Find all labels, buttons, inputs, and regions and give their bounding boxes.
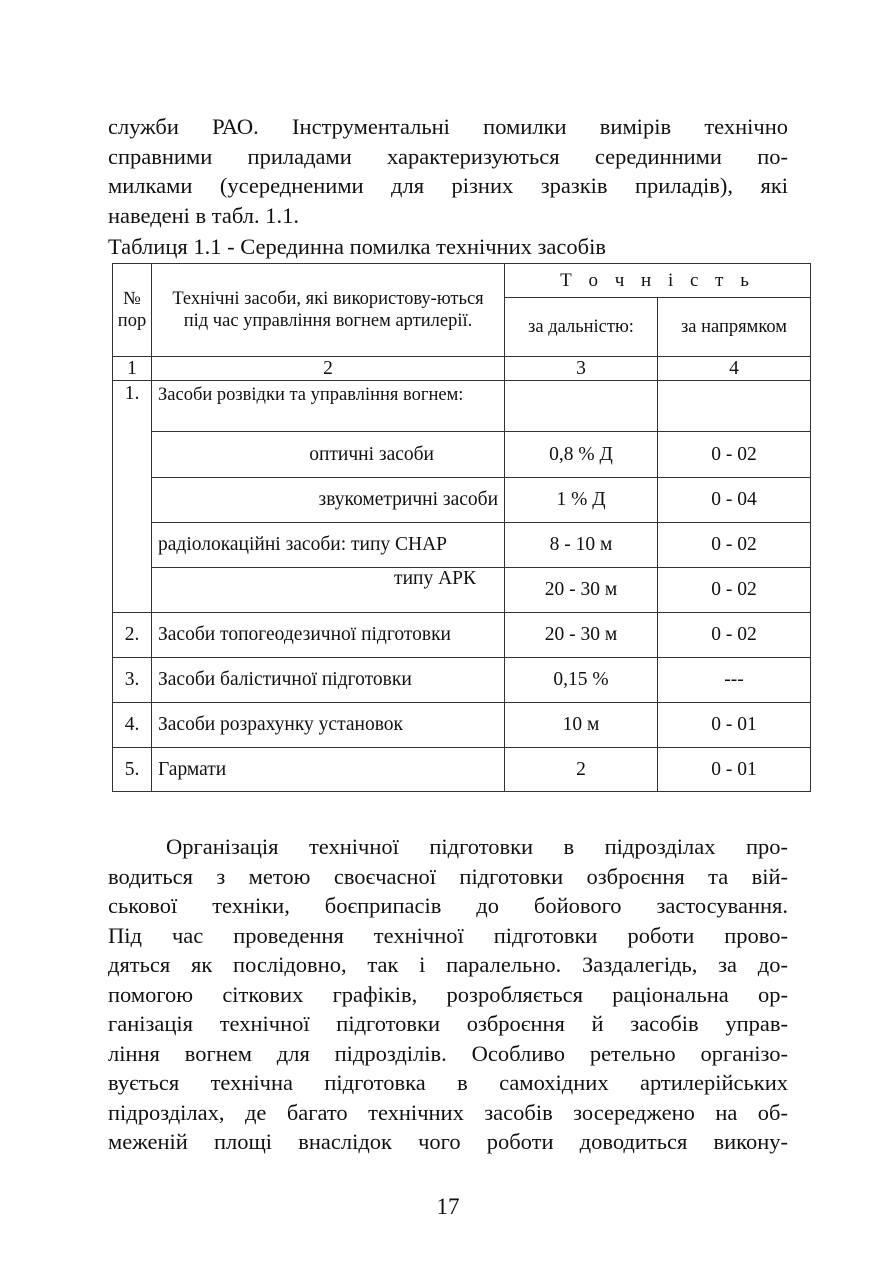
text-line: ськової техніки, боєприпасів до бойового застосування. [108, 893, 788, 918]
header-means: Технічні засоби, які використову-ються під час управління вогнем артилерії. [152, 264, 505, 357]
direction-value: 0 - 04 [658, 478, 811, 523]
header-range: за дальністю: [505, 298, 658, 357]
means-name: звукометричні засоби [152, 478, 505, 523]
column-number: 1 [113, 357, 152, 381]
direction-value: 0 - 02 [658, 613, 811, 658]
header-accuracy: Т о ч н і с т ь [505, 264, 811, 298]
direction-value: 0 - 02 [658, 568, 811, 613]
text-line: Організація технічної підготовки в підрозділах про- [166, 834, 788, 859]
text-line: дяться як послідовно, так і паралельно. Заздалегідь, за до- [108, 952, 788, 977]
text-line: підрозділах, де багато технічних засобів зосереджено на об- [108, 1099, 788, 1125]
table-caption: Таблиця 1.1 - Серединна помилка технічних засобів [108, 234, 606, 259]
means-name: Засоби топогеодезичної підготовки [152, 613, 505, 658]
column-number: 2 [152, 357, 505, 381]
range-value: 10 м [505, 703, 658, 748]
row-number: 2. [113, 613, 152, 658]
intro-paragraph [108, 112, 788, 230]
row-number: 5. [113, 748, 152, 792]
range-value: 1 % Д [505, 478, 658, 523]
text-line: ганізація технічної підготовки озброєння й засобів управ- [108, 1011, 788, 1036]
empty-cell [505, 381, 658, 432]
text-line: ління вогнем для підрозділів. Особливо ретельно організо- [108, 1040, 788, 1066]
range-value: 8 - 10 м [505, 523, 658, 568]
range-value: 2 [505, 748, 658, 792]
means-name: оптичні засоби [152, 432, 505, 478]
means-subname: типу АРК [152, 568, 505, 613]
text-line: милками (усередненими для різних зразків приладів), які [108, 173, 788, 198]
means-name: Засоби балістичної підготовки [152, 658, 505, 703]
text-line: водиться з метою своєчасної підготовки озброєння та вій- [108, 863, 788, 889]
direction-value: 0 - 02 [658, 432, 811, 478]
direction-value: 0 - 02 [658, 523, 811, 568]
column-number: 3 [505, 357, 658, 381]
text-line: служби РАО. Інструментальні помилки вимірів технічно [108, 114, 788, 139]
header-num: № пор [113, 264, 152, 357]
row-number: 4. [113, 703, 152, 748]
range-value: 0,8 % Д [505, 432, 658, 478]
range-value: 20 - 30 м [505, 568, 658, 613]
range-value: 0,15 % [505, 658, 658, 703]
group-title: Засоби розвідки та управління вогнем: [152, 381, 505, 432]
text-line: вується технічна підготовка в самохідних артилерійських [108, 1070, 788, 1095]
means-name: Гармати [152, 748, 505, 792]
direction-value: --- [658, 658, 811, 703]
means-name: Засоби розрахунку установок [152, 703, 505, 748]
text-line: наведені в табл. 1.1. [108, 202, 300, 228]
body-paragraph [108, 832, 788, 1157]
text-line: Під час проведення технічної підготовки роботи прово- [108, 922, 788, 948]
direction-value: 0 - 01 [658, 703, 811, 748]
row-number: 3. [113, 658, 152, 703]
empty-cell [658, 381, 811, 432]
row-number: 1. [113, 381, 152, 613]
range-value: 20 - 30 м [505, 613, 658, 658]
text-line: меженій площі внаслідок чого роботи доводиться викону- [108, 1129, 788, 1154]
accuracy-table [112, 263, 811, 792]
page-number: 17 [436, 1194, 460, 1219]
column-number: 4 [658, 357, 811, 381]
text-line: помогою сіткових графіків, розробляється раціональна ор- [108, 981, 788, 1007]
direction-value: 0 - 01 [658, 748, 811, 792]
means-name: радіолокаційні засоби: типу СНАР [152, 523, 505, 568]
header-direction: за напрямком [658, 298, 811, 357]
text-line: справними приладами характеризуються серединними по- [108, 143, 788, 169]
